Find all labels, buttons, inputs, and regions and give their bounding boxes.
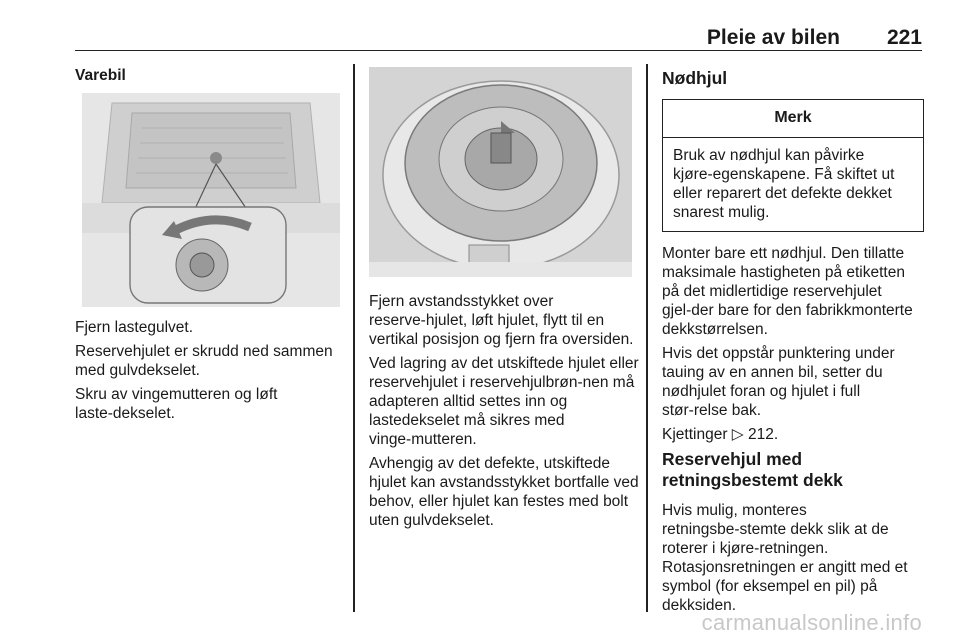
- paragraph: Fjern avstandsstykket over reserve‑hjulet, løft hjulet, flytt til en vertikal posisjon og fjern fra oversiden.: [369, 293, 634, 348]
- paragraph: Avhengig av det defekte, utskiftede hjulet kan avstandsstykket bortfalle ved behov, eller hjulet kan festes med bolt uten gulvdekselet.: [369, 455, 639, 529]
- chains-label: Kjettinger: [662, 426, 728, 443]
- note-text: Bruk av nødhjul kan påvirke kjøre‑egenskapene. Få skiftet ut eller reparert det defekte dekket snarest mulig.: [673, 147, 895, 221]
- section-heading-varebil: Varebil: [75, 67, 126, 84]
- column-divider: [353, 64, 355, 612]
- spare-wheel-well-illustration: [369, 67, 632, 277]
- paragraph: Monter bare ett nødhjul. Den tillatte maksimale hastigheten på etiketten på det midlertidige reservehjulet gjel‑der bare for den fabrikkmonterte dekkstørrelsen.: [662, 245, 913, 338]
- chains-reference: [662, 425, 924, 444]
- note-box: [662, 99, 924, 232]
- column-1-text: [75, 318, 347, 428]
- paragraph: Hvis det oppstår punktering under tauing av en annen bil, setter du nødhjulet foran og hjulet i full stør‑relse bak.: [662, 345, 895, 419]
- watermark: carmanualsonline.info: [701, 610, 922, 635]
- cargo-floor-illustration: [82, 93, 340, 307]
- section-heading-directional-tire: Reservehjul med retningsbestemt dekk: [662, 449, 843, 490]
- page-header: [75, 24, 922, 51]
- section-heading-nodhjul: Nødhjul: [662, 68, 728, 88]
- paragraph: Skru av vingemutteren og løft laste‑dekselet.: [75, 386, 278, 422]
- column-divider: [646, 64, 648, 612]
- paragraph: Ved lagring av det utskiftede hjulet eller reservehjulet i reservehjulbrøn‑nen må adapteren alltid settes inn og lastedekselet må sikres med vinge‑mutteren.: [369, 355, 639, 448]
- chains-page: 212.: [748, 426, 779, 443]
- column-3: [662, 66, 924, 620]
- note-title: Merk: [663, 100, 923, 138]
- page-number: 221: [886, 26, 922, 49]
- paragraph: Hvis mulig, monteres retningsbe‑stemte dekk slik at de roterer i kjøre‑retningen. Rotasjonsretningen er angitt med et symbol (for eksempel en pil) på dekksiden.: [662, 502, 908, 614]
- header-title: Pleie av bilen: [706, 26, 840, 49]
- arrow-ref-icon: ▷: [731, 426, 744, 443]
- column-2-text: [369, 292, 639, 535]
- paragraph: Fjern lastegulvet.: [75, 319, 194, 336]
- column-1: [75, 66, 347, 85]
- paragraph: Reservehjulet er skrudd ned sammen med gulvdekselet.: [75, 343, 333, 379]
